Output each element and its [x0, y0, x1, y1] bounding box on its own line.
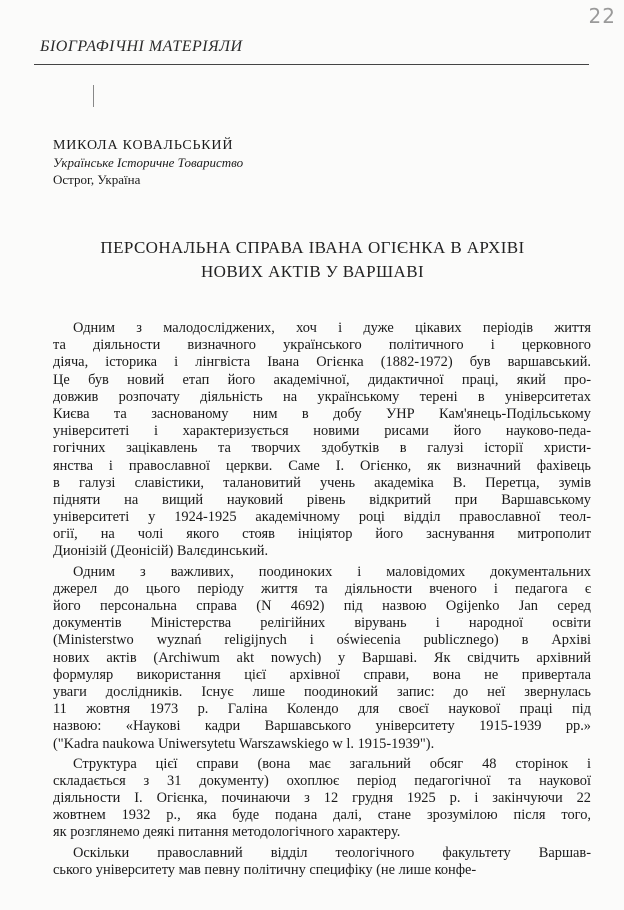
author-location: Острог, Україна	[53, 172, 141, 187]
text-line: довжив розпочату діяльність на українському терені в університетах	[53, 388, 591, 405]
text-line: діяльности І. Огієнка, починаючи з 12 грудня 1925 р. і закінчуючи 22	[53, 790, 591, 807]
text-line: складається з 31 документу) охоплює період педагогічної та наукової	[53, 772, 591, 789]
text-line: 11 жовтня 1973 р. Галіна Колендо для своєї наукової праці під	[53, 701, 591, 718]
text-line: уваги дослідників. Існує лише поодинокий запис: до неї звернулась	[53, 683, 591, 700]
paragraph	[53, 845, 591, 879]
text-line: Структура цієї справи (вона має загальний обсяг 48 сторінок і	[73, 755, 591, 772]
paragraph	[53, 756, 591, 842]
text-line: нових актів (Archiwum akt nowych) у Варшаві. Як свідчить архівний	[53, 649, 591, 666]
text-line: Оскільки православний відділ теологічного факультету Варшав-	[73, 844, 591, 861]
text-line: його персональна справа (N 4692) під назвою Ogijenko Jan серед	[53, 598, 591, 614]
paragraph	[53, 320, 591, 561]
text-line: Одним з малодосліджених, хоч і дуже цікавих періодів життя	[73, 320, 591, 336]
text-line: янства і православної церкви. Саме І. Огієнко, як визначний фахівець	[53, 457, 591, 474]
paragraph	[53, 564, 591, 753]
text-line: (Ministerstwo wyznań religijnych i oświecenia publicznego) в Архіві	[53, 632, 591, 649]
text-line: підняти на вищий науковий рівень відкритий при Варшавському	[53, 491, 591, 508]
text-line: ("Kadra naukowa Uniwersytetu Warszawskiego w l. 1915-1939").	[53, 735, 435, 752]
article-body	[53, 320, 591, 879]
text-line: та діяльности визначного українського політичного і церковного	[53, 337, 591, 354]
text-line: огії, на чолі якого стояв ініціятор його заснування митрополит	[53, 526, 591, 543]
text-line: формуляр використання цієї архівної справи, вона не привертала	[53, 666, 591, 683]
text-line: діяча, історика і лінгвіста Івана Огієнка (1882-1972) був варшавський.	[53, 354, 591, 371]
text-line: університеті і характеризується новими рисами його науково-педа-	[53, 423, 591, 440]
article-title-line: ПЕРСОНАЛЬНА СПРАВА ІВАНА ОГІЄНКА В АРХІВІ	[100, 238, 525, 257]
text-line: жовтнем 1932 р., яка буде подана далі, стане зрозумілою після того,	[53, 807, 591, 824]
author-block	[53, 137, 243, 188]
text-line: Києва та заснованому ним в добу УНР Кам'янець-Подільському	[53, 405, 591, 422]
text-line: Це був новий етап його академічної, дидактичної праці, який про-	[53, 371, 591, 388]
author-affiliation: Українське Історичне Товариство	[53, 155, 244, 170]
author-name: МИКОЛА КОВАЛЬСЬКИЙ	[53, 138, 234, 153]
text-line: в галузі славістики, талановитий учень академіка В. Перетца, зумів	[53, 474, 591, 491]
text-line: документів Міністерства релігійних вірувань і народної освіти	[53, 615, 591, 632]
header-rule	[34, 64, 589, 65]
scan-mark	[93, 85, 94, 107]
text-line: джерел до цього періоду життя та діяльности вченого і педагога є	[53, 580, 591, 597]
section-header: БІОГРАФІЧНІ МАТЕРІЯЛИ	[40, 38, 243, 55]
text-line: як розглянемо деякі питання методологічного характеру.	[53, 824, 401, 841]
text-line: Одним з важливих, поодиноких і маловідомих документальних	[73, 563, 591, 580]
page-number: 22	[588, 4, 616, 28]
article-title-line: НОВИХ АКТІВ У ВАРШАВІ	[200, 262, 425, 281]
text-line: назвою: «Наукові кадри Варшавського університету 1915-1939 рр.»	[53, 718, 591, 735]
text-line: гогічних зацікавлень та творчих здобутків в галузі історії христи-	[53, 440, 591, 457]
text-line: університеті у 1924-1925 академічному році відділ православної теол-	[53, 509, 591, 526]
text-line: Дионізій (Деонісій) Валєдинський.	[53, 543, 269, 560]
text-line: ського університету мав певну політичну специфіку (не лише конфе-	[53, 861, 477, 878]
article-title	[40, 236, 585, 284]
